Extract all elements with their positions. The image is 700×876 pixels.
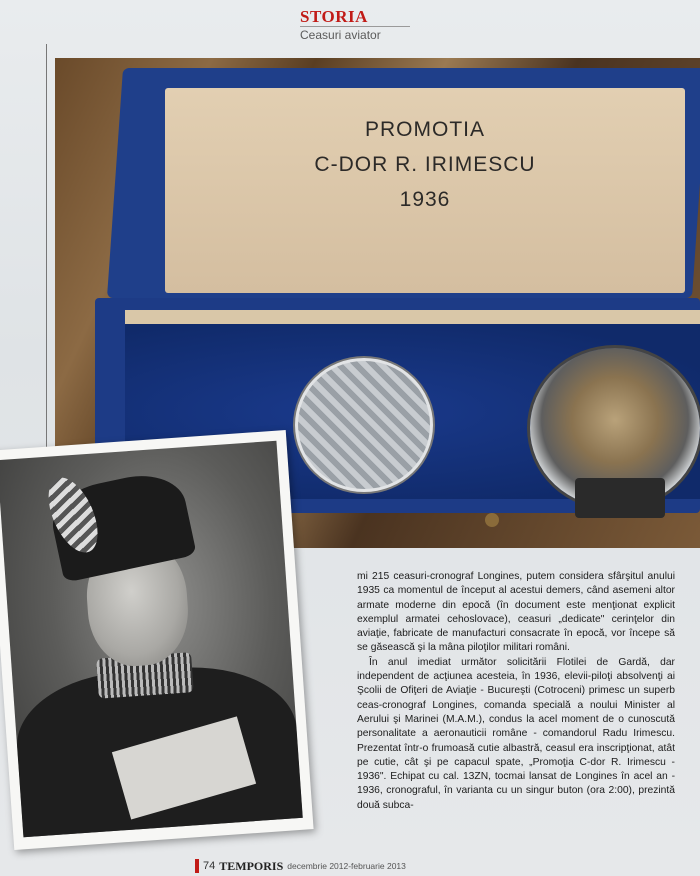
officer-portrait [0,441,303,838]
issue-date: decembrie 2012-februarie 2013 [287,861,406,871]
footer-accent-bar [195,859,199,873]
box-clasp [485,513,499,527]
watch-caseback [295,358,433,492]
lid-inscription-line3: 1936 [399,188,451,211]
section-subtitle: Ceasuri aviator [300,26,410,42]
magazine-name: TEMPORIS [219,858,284,873]
page-footer [195,858,406,874]
lid-inscription-line1: PROMOTIA [364,118,485,141]
watch-strap [575,478,665,518]
section-title: STORIA [300,7,368,26]
article-paragraph: mi 215 ceasuri-cronograf Longines, putem considera sfârşitul anului 1935 ca momentul de început al acestui demers, când asemeni altor armate moderne din epocă (în document este menţionat explicit exemplul armatei cehoslovace), ceasuri „dedicate" cerinţelor din aviaţie, fabricate de manufacturi consacrate în epocă, vor începe să se găsească şi la mâna piloţilor militari români. [357,571,675,654]
section-header [300,8,420,42]
margin-rule [46,44,47,464]
article-paragraph: În anul imediat următor solicitării Flotilei de Gardă, dar independent de acţiunea acesteia, în 1936, elevii-piloţi absolvenţi ai Şcolii de Ofiţeri de Aviaţie - Bucureşti (Cotroceni) primesc un superb ceas-cronograf Longines, comanda specială a noului Minister al Aerului şi Marinei (M.A.M.), condus la acel moment de o cunoscută personalitate a aeronauticii române - comandorul Radu Irimescu. Prezentat într-o frumoasă cutie albastră, ceasul era inscripţionat, atât pe cutie, cât şi pe capacul spate, „Promoţia C-dor R. Irimescu - 1936". Echipat cu cal. 13ZN, tocmai lansat de Longines în acel an - 1936, cronograful, în varianta cu un singur buton (ora 2:00), prezintă două subca- [357,656,675,811]
lid-inscription-line2: C-DOR R. IRIMESCU [314,153,536,176]
page-number: 74 [203,860,216,872]
article-body [357,570,675,813]
portrait-frame [0,430,314,850]
